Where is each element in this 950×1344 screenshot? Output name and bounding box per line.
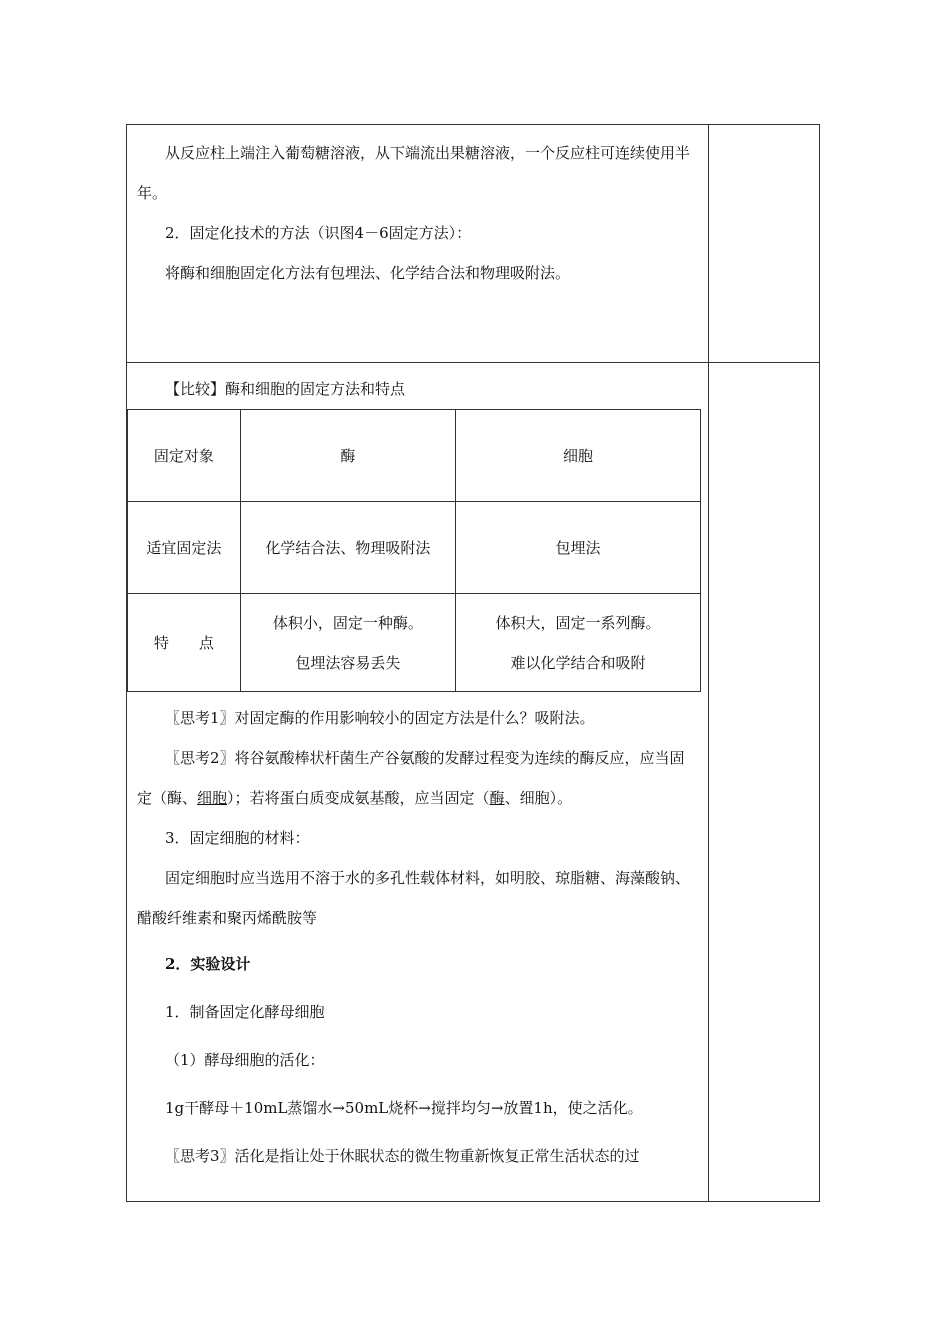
cell-line: 体积小，固定一种酶。	[272, 613, 423, 632]
row-label: 适宜固定法	[128, 502, 241, 594]
paragraph: 3．固定细胞的材料：	[165, 829, 310, 847]
paragraph: 1．制备固定化酵母细胞	[165, 1003, 325, 1021]
text-span: 、细胞）。	[504, 789, 573, 807]
cell	[240, 594, 455, 692]
notes-cell	[709, 125, 819, 362]
cell: 化学结合法、物理吸附法	[240, 502, 455, 594]
underlined-answer: 细胞	[197, 789, 228, 807]
header-cell: 酶	[240, 410, 455, 502]
text-span: ）；若将蛋白质变成氨基酸，应当固定（	[227, 789, 490, 807]
paragraph: 固定细胞时应当选用不溶于水的多孔性载体材料，如明胶、琼脂糖、海藻酸钠、醋酸纤维素和聚丙烯酰胺等	[137, 869, 691, 927]
cell: 包埋法	[455, 502, 700, 594]
think-question	[127, 738, 708, 818]
content-cell	[127, 363, 709, 1201]
paragraph: 1g干酵母＋10mL蒸馏水→50mL烧杯→搅拌均匀→放置1h，使之活化。	[165, 1099, 643, 1117]
think-question: 〖思考1〗对固定酶的作用影响较小的固定方法是什么？吸附法。	[165, 709, 595, 727]
underlined-answer: 酶	[489, 789, 505, 807]
cell	[455, 594, 700, 692]
think-question: 〖思考3〗活化是指让处于休眠状态的微生物重新恢复正常生活状态的过	[165, 1147, 640, 1165]
comparison-table	[127, 409, 701, 692]
cell-line: 包埋法容易丢失	[295, 653, 401, 672]
paragraph: （1）酵母细胞的活化：	[165, 1051, 325, 1069]
table-row	[127, 125, 819, 362]
paragraph: 从反应柱上端注入葡萄糖溶液，从下端流出果糖溶液，一个反应柱可连续使用半年。	[137, 144, 691, 202]
table-row	[127, 362, 819, 1201]
row-label: 特 点	[128, 594, 241, 692]
lesson-table	[126, 124, 820, 1202]
text-span: 〖思考2〗将谷氨酸棒状杆菌生产谷氨酸的发酵过程变为连续的酶反应，应当固定（酶、	[137, 749, 685, 807]
paragraph: 2．固定化技术的方法（识图4－6固定方法）：	[165, 224, 472, 242]
paragraph: 将酶和细胞固定化方法有包埋法、化学结合法和物理吸附法。	[165, 264, 571, 282]
content-cell	[127, 125, 709, 362]
header-cell: 细胞	[455, 410, 700, 502]
cell-line: 难以化学结合和吸附	[510, 653, 646, 672]
cell-line: 体积大，固定一系列酶。	[495, 613, 661, 632]
notes-cell	[709, 363, 819, 1201]
header-cell: 固定对象	[128, 410, 241, 502]
section-heading: 2．实验设计	[165, 955, 251, 973]
compare-title: 【比较】酶和细胞的固定方法和特点	[165, 380, 406, 398]
